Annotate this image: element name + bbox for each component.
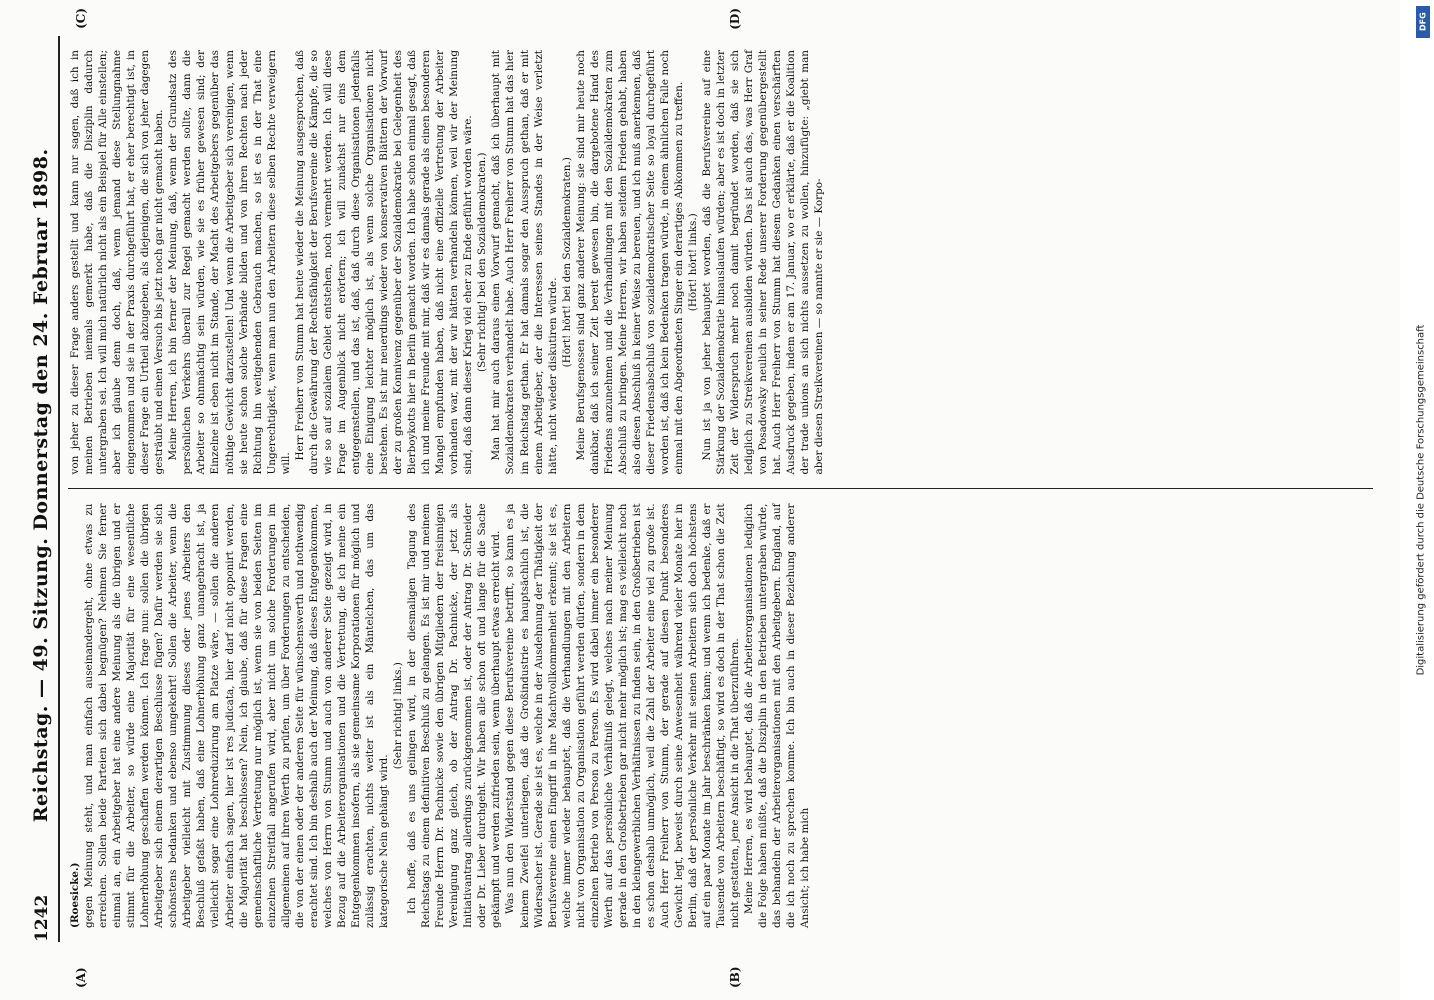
speaker-name: (Roesicke.)	[69, 862, 81, 928]
interjection: (Sehr richtig! bei den Sozialdemokraten.)	[476, 152, 489, 372]
interjection: (Hört! hört! links.)	[687, 213, 700, 312]
digitization-credit	[1408, 0, 1434, 1000]
paragraph: gegen Meinung steht, und man einfach auseinandergeht, ohne etwas zu erreichen. Sollen beide Parteien sich dabei begnügen? Nehmen Sie ferner einmal an, ein Arbeitgeber hat eine andere Meinung als die übrigen und er stimmt für die Arbeiter, so würde eine Majorität für eine wesentliche Lohnerhöhung geschaffen werden können. Ich frage nun: sollen die übrigen Arbeitgeber sich einem derartigen Beschlusse fügen? Dafür werden sie sich schönstens bedanken und ebenso umgekehrt! Sollen die Arbeiter, wenn die Arbeitgeber vielleicht mit Zustimmung dieses oder jenes Arbeiters den Beschluß gefaßt haben, daß eine Lohnerhöhung ganz unangebracht ist, ja vielleicht sogar eine Lohnreduzirung am Platze wäre, — sollen die anderen Arbeiter einfach sagen, hier ist res judicata, hier darf nicht opponirt werden, die Majorität hat beschlossen? Nein, ich glaube, daß für diese Fragen eine gemeinschaftliche Vertretung nur möglich ist, wenn sie von beiden Seiten im einzelnen Streitfall angerufen wird, aber nicht um solche Forderungen im allgemeinen auf ihren Werth zu prüfen, um über Forderungen zu entscheiden, die von der einen oder der anderen Seite für wünschenswerth und nothwendig erachtet sind. Ich bin deshalb auch der Meinung, daß dieses Entgegenkommen, welches von Herrn von Stumm und auch von anderer Seite gezeigt wird, in Bezug auf die Arbeiterorganisationen und die Vertretung, die ich meine ein Entgegenkommen insofern, als sie gemeinsame Korporationen für möglich und zulässig erachten, nichts weiter ist als ein Mäntelchen, das um das kategorische Nein gehängt wird.	[83, 503, 391, 928]
page-header	[30, 36, 60, 942]
dfg-logo: DFG	[1416, 6, 1430, 38]
paragraph: Man hat mir auch daraus einen Vorwurf gemacht, daß ich überhaupt mit Sozialdemokraten verhandelt habe. Auch Herr Freiherr von Stumm hat das hier im Reichstag gethan. Er hat damals sogar den Ausspruch gethan, daß er mit einem Arbeitgeber, der die Interessen seines Standes in der Weise verletzt hätte, nicht wieder diskutiren würde.	[490, 50, 559, 475]
paragraph: Meine Berufsgenossen sind ganz anderer Meinung: sie sind mir heute noch dankbar, daß ich seiner Zeit bereit gewesen bin, die dargebotene Hand des Friedens anzunehmen und die Verhandlungen mit den Sozialdemokraten zum Abschluß zu bringen. Meine Herren, wir haben seitdem Frieden gehabt, haben also diesen Abschluß in keiner Weise zu bereuen, und ich muß anerkennen, daß dieser Friedensabschluß von sozialdemokratischer Seite so loyal durchgeführt worden ist, daß ich kein Bedenken tragen würde, in einem ähnlichen Falle noch einmal mit den Abgeordneten Singer ein derartiges Abkommen zu treffen.	[574, 50, 686, 475]
paragraph: von jeher zu dieser Frage anders gestellt und kann nur sagen, daß ich in meinen Betrieben niemals gemerkt habe, daß die Disziplin dadurch untergraben sei. Ich will mich natürlich nicht als ein Beispiel für Alle einstellen; aber ich glaube denn doch, daß, wenn jemand diese Stellungnahme eingenommen und sie in der Praxis durchgeführt hat, er eher berechtigt ist, in dieser Frage ein Urtheil abzugeben, als diejenigen, die sich von jeher dagegen gesträubt und einen Versuch bis jetzt noch gar nicht gemacht haben.	[69, 50, 166, 475]
margin-marker-d: (D)	[728, 8, 742, 30]
paragraph: Herr Freiherr von Stumm hat heute wieder die Meinung ausgesprochen, daß durch die Gewährung der Rechtsfähigkeit der Berufsvereine die Kämpfe, die so wie so auf sozialem Gebiet entstehen, noch vermehrt werden. Ich will diese Frage im Augenblick nicht erörtern; ich will zunächst nur eins dem entgegenstellen, und das ist, daß, daß durch diese Organisationen jedenfalls eine Einigung leichter möglich ist, als wenn solche Organisationen nicht bestehen. Es ist mir neuerdings wieder von konservativen Blättern der Vorwurf der zu großen Konnivenz gegenüber der Sozialdemokratie bei Gelegenheit des Bierboykotts hier in Berlin gemacht worden. Ich habe schon einmal gesagt, daß ich und meine Freunde mit mir, daß wir es damals gerade als einen besonderen Mangel empfunden haben, daß nicht eine offizielle Vertretung der Arbeiter vorhanden war, mit der wir hätten verhandeln können, weil wir der Meinung sind, daß dann dieser Krieg viel eher zu Ende geführt worden wäre.	[293, 50, 475, 475]
text-columns	[68, 8, 1373, 988]
paragraph: Meine Herren, es wird behauptet, daß die Arbeiterorganisationen lediglich die Folge haben müßte, daß die Disziplin in den Betrieben untergraben würde, das behandeln der Arbeiterorganisationen mit den Arbeitgebern. England, auf die ich noch zu sprechen komme. Ich bin auch in dieser Beziehung anderer Ansicht; ich habe mich	[743, 503, 812, 928]
margin-marker-b: (B)	[728, 966, 742, 988]
interjection: (Sehr richtig! links.)	[392, 662, 405, 770]
credit-text: Digitalisierung gefördert durch die Deutsche Forschungsgemeinschaft	[1415, 324, 1427, 676]
left-column	[68, 490, 1373, 988]
page-number: 1242	[32, 894, 52, 942]
interjection: (Hört! hört! bei den Sozialdemokraten.)	[560, 157, 573, 368]
paragraph: Ich hoffe, daß es uns gelingen wird, in der diesmaligen Tagung des Reichstags zu einem definitiven Beschluß zu gelangen. Es ist mir und meinem Freunde Herrn Dr. Pachnicke sowie den übrigen Mitgliedern der freisinnigen Vereinigung ganz gleich, ob der Antrag Dr. Pachnicke, der jetzt als Initiativantrag allerdings zurückgenommen ist, oder der Antrag Dr. Schneider oder Dr. Lieber durchgeht. Wir haben alle schon oft und lange für die Sache gekämpft und werden zufrieden sein, wenn überhaupt etwas erreicht wird.	[406, 503, 503, 928]
paragraph: Nun ist ja von jeher behauptet worden, daß die Berufsvereine auf eine Stärkung der Sozialdemokratie hinauslaufen würden; aber es ist doch in letzter Zeit der Widerspruch mehr noch damit begründet worden, daß sie sich lediglich zu Streikvereinen ausbilden würden. Das ist auch das, was Herr Graf von Posadowsky neulich in seiner Rede unserer Forderung gegenübergestellt hat. Auch Herr Freiherr von Stumm hat diesem Gedanken einen verschärften Ausdruck gegeben, indem er am 17. Januar, wo er erklärte, daß er die Koalition der trade unions an sich nichts aussetzen zu wollen, hinzufügte: „giebt man aber diesen Streikvereinen — so nannte er sie — Korpo-	[701, 50, 826, 475]
margin-marker-a: (A)	[74, 967, 88, 988]
right-column	[68, 8, 1373, 490]
margin-marker-c: (C)	[74, 8, 88, 29]
page-title: Reichstag. — 49. Sitzung. Donnerstag den 24. Februar 1898.	[30, 148, 52, 823]
paragraph: Was nun den Widerstand gegen diese Berufsvereine betrifft, so kann es ja keinem Zweifel unterliegen, daß die Großindustrie es hauptsächlich ist, die Widersacher ist. Gerade sie ist es, welche in der Ausdehnung der Thätigkeit der Berufsvereine einen Eingriff in ihre Machtvollkommenheit erkennt; sie ist es, welche immer wieder behauptet, daß die Verhandlungen mit den Arbeitern nicht von Organisation zu Organisation geführt werden dürfen, sondern in dem einzelnen Betrieb von Person zu Person. Es wird dabei immer ein besonderer Werth auf das persönliche Verhältniß gelegt, welches nach meiner Meinung gerade in den Großbetrieben gar nicht mehr möglich ist; mag es vielleicht noch in den kleingewerblichen Verhältnissen zu finden sein, in den Großbetrieben ist es schon deshalb unmöglich, weil die Zahl der Arbeiter eine viel zu große ist. Auch Herr Freiherr von Stumm, der gerade auf diesen Punkt besonderes Gewicht legt, beweist durch seine Anwesenheit während vieler Monate hier in Berlin, daß der persönliche Verkehr mit seinen Arbeitern sich doch höchstens auf ein paar Monate im Jahr beschränken kann; und wenn ich bedenke, daß er Tausende von Arbeitern beschäftigt, so wird es doch in der That schon die Zeit nicht gestatten, jene Ansicht in die That überzuführen.	[504, 503, 742, 928]
paragraph: Meine Herren, ich bin ferner der Meinung, daß, wenn der Grundsatz des persönlichen Verkehrs überall zur Regel gemacht werden sollte, dann die Arbeiter so ohnmächtig sein würden, wie sie es früher gewesen sind; der Einzelne ist eben nicht im Stande, der Macht des Arbeitgebers gegenüber das nöthige Gewicht darzustellen! Und wenn die Arbeitgeber sich vereinigen, wenn sie heute schon solche Verbände bilden und von ihren Rechten nach jeder Richtung hin weitgehenden Gebrauch machen, so ist es in der That eine Ungerechtigkeit, wenn man nun den Arbeitern diese selben Rechte verweigern will.	[167, 50, 292, 475]
